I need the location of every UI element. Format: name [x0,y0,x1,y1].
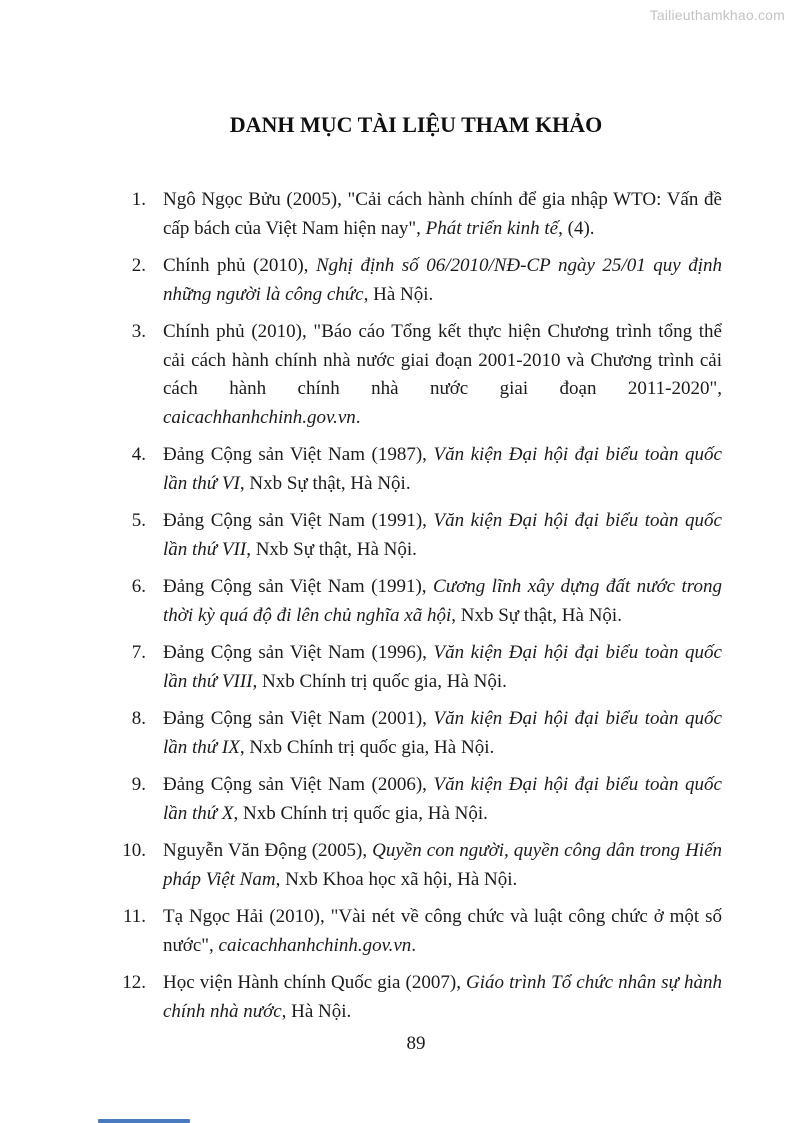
reference-title-italic: Phát triển kinh tế [425,217,559,239]
reference-text: Chính phủ (2010), [163,255,316,276]
reference-item [110,507,722,564]
reference-text: , Nxb Chính trị quốc gia, Hà Nội. [239,736,495,758]
reference-title-italic: caicachhanhchinh.gov.vn [218,934,412,956]
reference-text: , (4). [558,217,595,239]
reference-number: 1. [131,189,146,210]
reference-title-italic: Văn kiện Đại hội đại biểu toàn quốc lần thứ VIII [163,642,722,692]
page-title: DANH MỤC TÀI LIỆU THAM KHẢO [229,112,603,137]
reference-text: , Nxb Khoa học xã hội, Hà Nội. [275,868,518,890]
reference-text: Nguyễn Văn Động (2005), [163,840,373,861]
reference-item [110,639,722,696]
reference-title-italic: Văn kiện Đại hội đại biểu toàn quốc lần thứ IX [163,708,722,758]
reference-number: 3. [131,321,146,342]
reference-list [110,140,722,1026]
reference-text: Đảng Cộng sản Việt Nam (1987), [163,444,434,465]
reference-text: , Nxb Sự thật, Hà Nội. [246,538,417,560]
page-number: 89 [406,1033,426,1054]
reference-text: , Nxb Chính trị quốc gia, Hà Nội. [252,670,507,692]
reference-title-italic: Cương lĩnh xây dựng đất nước trong thời kỳ quá độ đi lên chủ nghĩa xã hội [163,576,722,626]
reference-title-italic: Nghị định số 06/2010/NĐ-CP ngày 25/01 quy định những người là công chức [163,255,722,305]
reference-text: Học viện Hành chính Quốc gia (2007), [163,972,467,993]
reference-text: , Nxb Sự thật, Hà Nội. [451,604,622,626]
reference-number: 10. [122,840,146,861]
reference-text: . [355,406,361,428]
reference-text: Đảng Cộng sản Việt Nam (2001), [163,708,434,729]
reference-title-italic: caicachhanhchinh.gov.vn [163,406,356,428]
reference-number: 9. [131,774,146,795]
next-page-edge [98,1119,190,1123]
reference-title-italic: Quyền con người, quyền công dân trong Hiến pháp Việt Nam [163,840,722,890]
reference-number: 7. [131,642,146,663]
reference-text: , Hà Nội. [281,1000,352,1022]
reference-item [110,837,722,894]
reference-number: 12. [122,972,146,993]
reference-item [110,573,722,630]
reference-text: Đảng Cộng sản Việt Nam (1991), [163,510,434,531]
reference-text: Tạ Ngọc Hải (2010), "Vài nét về công chức và luật công chức ở một số nước", [163,906,722,956]
reference-text: , Nxb Chính trị quốc gia, Hà Nội. [233,802,488,824]
reference-text: Đảng Cộng sản Việt Nam (1991), [163,576,434,597]
page-content [110,110,722,1035]
reference-number: 5. [131,510,146,531]
reference-title-italic: Giáo trình Tổ chức nhân sự hành chính nhà nước [163,972,722,1022]
reference-text: . [411,934,417,956]
reference-number: 8. [131,708,146,729]
reference-number: 6. [131,576,146,597]
reference-title-italic: Văn kiện Đại hội đại biểu toàn quốc lần thứ VI [163,444,722,494]
reference-text: Đảng Cộng sản Việt Nam (1996), [163,642,434,663]
reference-number: 2. [131,255,146,276]
reference-item [110,252,722,309]
reference-text: Đảng Cộng sản Việt Nam (2006), [163,774,434,795]
reference-text: Chính phủ (2010), "Báo cáo Tổng kết thực hiện Chương trình tổng thể cải cách hành chính nhà nước giai đoạn 2001-2010 và Chương trình cải cách hành chính nhà nước giai đoạn 2011-2020", [163,321,722,399]
reference-text: Ngô Ngọc Bửu (2005), "Cải cách hành chính để gia nhập WTO: Vấn đề cấp bách của Việt Nam hiện nay", [163,189,722,239]
reference-title-italic: Văn kiện Đại hội đại biểu toàn quốc lần thứ VII [163,510,722,560]
reference-text: , Hà Nội. [363,283,434,305]
reference-item [110,903,722,960]
reference-title-italic: Văn kiện Đại hội đại biểu toàn quốc lần thứ X [163,774,722,824]
reference-number: 11. [122,906,146,927]
reference-item [110,441,722,498]
reference-item [110,186,722,243]
watermark-text: Tailieuthamkhao.com [649,7,785,23]
reference-item [110,318,722,432]
reference-item [110,969,722,1026]
reference-item [110,705,722,762]
reference-number: 4. [131,444,146,465]
reference-item [110,771,722,828]
reference-text: , Nxb Sự thật, Hà Nội. [239,472,411,494]
